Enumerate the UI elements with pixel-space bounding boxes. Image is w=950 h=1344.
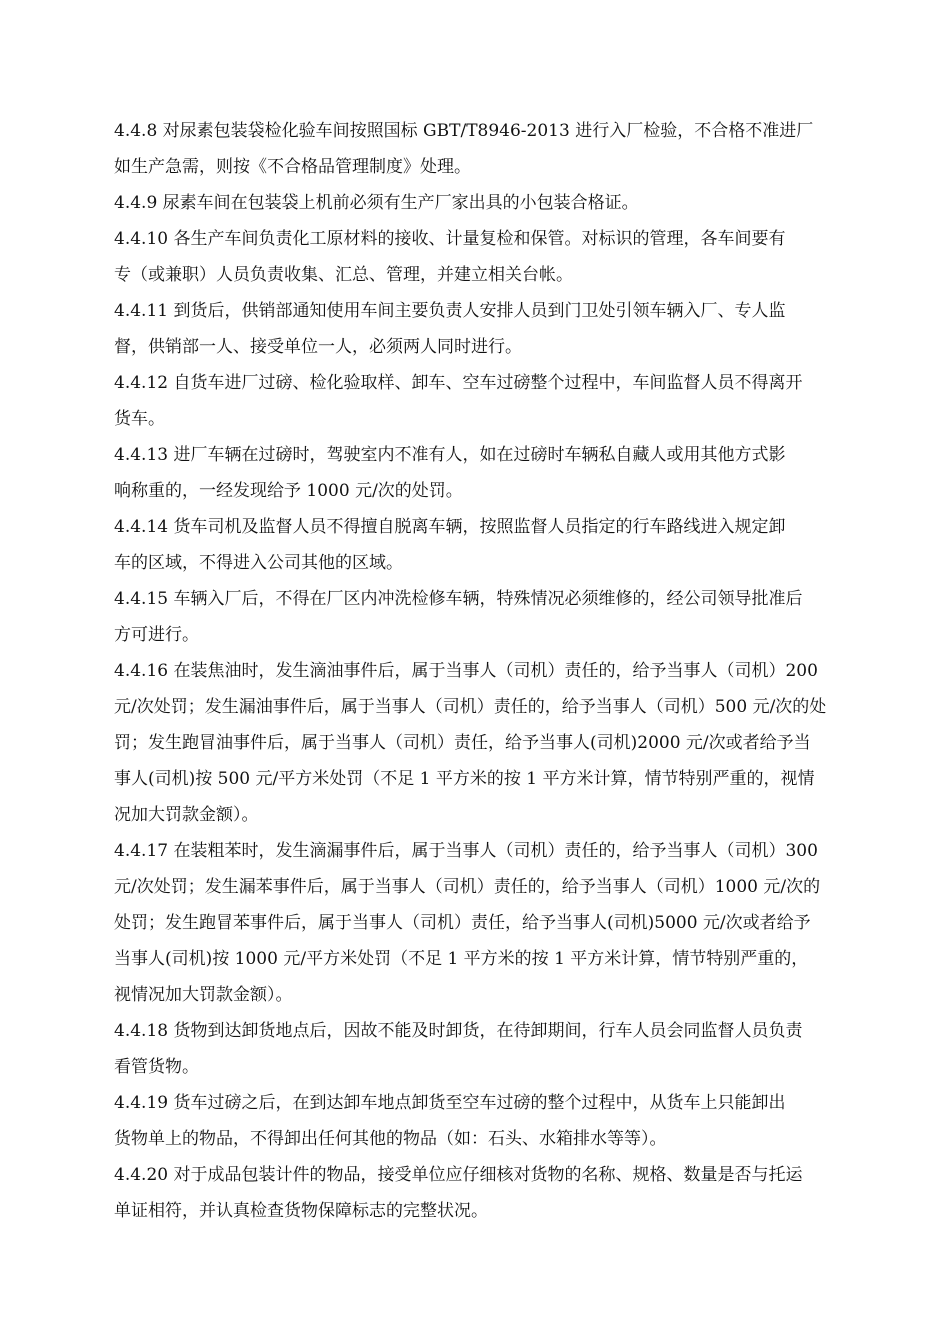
clause-4-4-14 — [114, 509, 862, 581]
clause-text-line: 4.4.8 对尿素包装袋检化验车间按照国标 GBT/T8946-2013 进行入厂检验，不合格不准进厂 — [114, 121, 814, 141]
clause-4-4-12 — [114, 365, 862, 437]
clause-text-line: 4.4.16 在装焦油时，发生滴油事件后，属于当事人（司机）责任的，给予当事人（司机）200 — [114, 661, 818, 681]
clause-text-line: 事人(司机)按 500 元/平方米处罚（不足 1 平方米的按 1 平方米计算，情节特别严重的，视情 — [114, 769, 815, 789]
clause-text-line: 方可进行。 — [114, 625, 199, 645]
clause-text-line: 看管货物。 — [114, 1057, 199, 1077]
clause-4-4-17 — [114, 833, 862, 1013]
clause-4-4-11 — [114, 293, 862, 365]
clause-text-line: 车的区域，不得进入公司其他的区域。 — [114, 553, 403, 573]
clause-text-line: 视情况加大罚款金额）。 — [114, 985, 293, 1005]
clause-4-4-18 — [114, 1013, 862, 1085]
clause-4-4-19 — [114, 1085, 862, 1157]
clause-text-line: 专（或兼职）人员负责收集、汇总、管理，并建立相关台帐。 — [114, 265, 573, 285]
clause-4-4-8 — [114, 113, 862, 185]
clause-4-4-16 — [114, 653, 862, 833]
clause-text-line: 况加大罚款金额）。 — [114, 805, 259, 825]
clause-text-line: 4.4.17 在装粗苯时，发生滴漏事件后，属于当事人（司机）责任的，给予当事人（司机）300 — [114, 841, 818, 861]
clause-text-line: 货车。 — [114, 409, 165, 429]
clause-text-line: 4.4.14 货车司机及监督人员不得擅自脱离车辆，按照监督人员指定的行车路线进入规定卸 — [114, 517, 786, 537]
clause-text-line: 罚；发生跑冒油事件后，属于当事人（司机）责任，给予当事人(司机)2000 元/次或者给予当 — [114, 733, 811, 753]
clause-4-4-10 — [114, 221, 862, 293]
clause-text-line: 4.4.18 货物到达卸货地点后，因故不能及时卸货，在待卸期间，行车人员会同监督人员负责 — [114, 1021, 803, 1041]
clause-text-line: 元/次处罚；发生漏苯事件后，属于当事人（司机）责任的，给予当事人（司机）1000 元/次的 — [114, 877, 821, 897]
clause-text-line: 4.4.11 到货后，供销部通知使用车间主要负责人安排人员到门卫处引领车辆入厂、专人监 — [114, 301, 786, 321]
clause-text-line: 4.4.20 对于成品包装计件的物品，接受单位应仔细核对货物的名称、规格、数量是否与托运 — [114, 1165, 803, 1185]
clause-4-4-15 — [114, 581, 862, 653]
clause-text-line: 元/次处罚；发生漏油事件后，属于当事人（司机）责任的，给予当事人（司机）500 元/次的处 — [114, 697, 827, 717]
clause-text-line: 4.4.19 货车过磅之后，在到达卸车地点卸货至空车过磅的整个过程中，从货车上只能卸出 — [114, 1093, 786, 1113]
clause-4-4-9 — [114, 185, 862, 221]
clause-4-4-20 — [114, 1157, 862, 1229]
clause-text-line: 当事人(司机)按 1000 元/平方米处罚（不足 1 平方米的按 1 平方米计算，情节特别严重的， — [114, 949, 809, 969]
clause-text-line: 响称重的，一经发现给予 1000 元/次的处罚。 — [114, 481, 463, 501]
clause-text-line: 如生产急需，则按《不合格品管理制度》处理。 — [114, 157, 471, 177]
clause-text-line: 督，供销部一人、接受单位一人，必须两人同时进行。 — [114, 337, 522, 357]
clause-text-line: 4.4.10 各生产车间负责化工原材料的接收、计量复检和保管。对标识的管理，各车间要有 — [114, 229, 786, 249]
clause-text-line: 4.4.9 尿素车间在包装袋上机前必须有生产厂家出具的小包装合格证。 — [114, 193, 639, 213]
clause-text-line: 4.4.15 车辆入厂后，不得在厂区内冲洗检修车辆，特殊情况必须维修的，经公司领导批准后 — [114, 589, 803, 609]
clause-text-line: 处罚；发生跑冒苯事件后，属于当事人（司机）责任，给予当事人(司机)5000 元/次或者给予 — [114, 913, 811, 933]
clause-4-4-13 — [114, 437, 862, 509]
clause-text-line: 货物单上的物品，不得卸出任何其他的物品（如：石头、水箱排水等等）。 — [114, 1129, 667, 1149]
clause-text-line: 4.4.13 进厂车辆在过磅时，驾驶室内不准有人，如在过磅时车辆私自藏人或用其他方式影 — [114, 445, 786, 465]
document-body — [114, 113, 862, 1229]
clause-text-line: 4.4.12 自货车进厂过磅、检化验取样、卸车、空车过磅整个过程中，车间监督人员不得离开 — [114, 373, 803, 393]
clause-text-line: 单证相符，并认真检查货物保障标志的完整状况。 — [114, 1201, 488, 1221]
